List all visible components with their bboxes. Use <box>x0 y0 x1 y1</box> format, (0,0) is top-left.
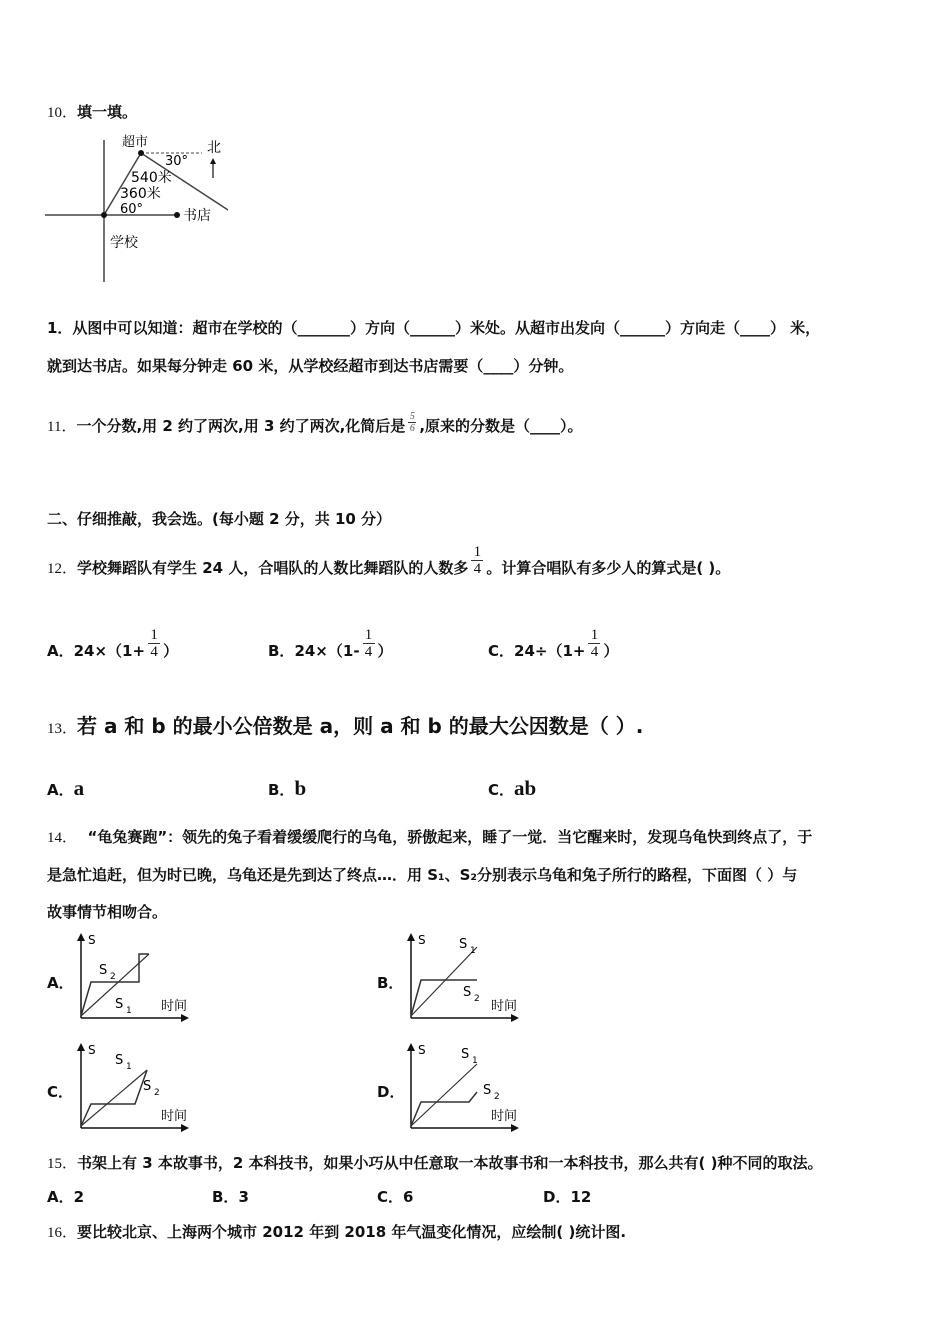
y-axis-arrow-icon <box>77 1043 85 1051</box>
question-14-line1 <box>47 827 812 848</box>
option-d[interactable] <box>543 1187 591 1207</box>
numerator: 1 <box>473 544 482 560</box>
fraction-5-6 <box>408 411 416 434</box>
label-angle-30: 30° <box>165 154 189 169</box>
s2-subscript: 2 <box>494 1092 500 1102</box>
option-label: A． <box>47 642 74 660</box>
x-axis-label: 时间 <box>161 999 188 1014</box>
section-title: 二、仔细推敲，我会选。(每小题 2 分，共 10 分） <box>47 510 392 528</box>
label-angle-60: 60° <box>120 202 144 217</box>
label-540m: 540米 <box>131 170 172 186</box>
option-c[interactable] <box>488 627 618 661</box>
question-14-line3: 故事情节相吻合。 <box>47 903 168 921</box>
s2-label: S <box>483 1083 492 1098</box>
s1-label: S <box>459 937 468 952</box>
denominator: 4 <box>471 560 483 577</box>
sub-question-1-line2: 就到达书店。如果每分钟走 60 米，从学校经超市到达书店需要（____）分钟。 <box>47 357 574 375</box>
y-axis-arrow-icon <box>77 933 85 941</box>
s2-subscript: 2 <box>110 972 116 982</box>
option-a[interactable] <box>47 1187 84 1207</box>
x-axis-label: 时间 <box>491 1109 518 1124</box>
y-axis-arrow-icon <box>407 1043 415 1051</box>
question-text: “龟兔赛跑”：领先的兔子看着缓缓爬行的乌龟，骄傲起来，睡了一觉．当它醒来时，发现乌龟快到终点了，于 <box>87 828 813 846</box>
denominator: 6 <box>409 423 415 434</box>
x-axis-arrow-icon <box>511 1124 519 1132</box>
y-axis-label: S <box>418 933 426 947</box>
question-number: 14． <box>47 830 78 846</box>
question-text: 学校舞蹈队有学生 24 人，合唱队的人数比舞蹈队的人数多 <box>77 559 469 577</box>
question-16 <box>47 1222 626 1243</box>
s2-subscript: 2 <box>474 994 480 1004</box>
label-bookstore: 书店 <box>183 208 211 224</box>
fraction-1-4 <box>588 627 600 660</box>
question-text: 若 a 和 b 的最小公倍数是 a，则 a 和 b 的最大公因数是（ ）. <box>77 714 644 738</box>
label-360m: 360米 <box>120 186 161 202</box>
y-axis-label: S <box>418 1043 426 1057</box>
option-c[interactable] <box>377 1187 413 1207</box>
option-label: C． <box>488 781 515 799</box>
question-number: 10． <box>47 105 78 121</box>
option-expression: 24×（1- <box>294 642 360 660</box>
option-label: B． <box>268 642 295 660</box>
option-value: 12 <box>570 1188 592 1206</box>
option-b[interactable] <box>212 1187 249 1207</box>
s1-subscript: 1 <box>470 946 476 956</box>
question-15 <box>47 1153 823 1174</box>
s1-label: S <box>115 1053 124 1068</box>
label-north: 北 <box>207 140 221 156</box>
question-text: 填一填。 <box>77 103 138 121</box>
option-c[interactable] <box>488 776 536 802</box>
option-value: a <box>73 776 85 800</box>
option-label: A． <box>47 1188 74 1206</box>
label-school: 学校 <box>110 235 138 251</box>
question-text: 书架上有 3 本故事书，2 本科技书，如果小巧从中任意取一本故事书和一本科技书，那么共有( )种不同的取法。 <box>77 1154 823 1172</box>
question-number: 11． <box>47 419 77 435</box>
option-a[interactable] <box>47 627 178 661</box>
question-14-line2: 是急忙追赶，但为时已晚，乌龟还是先到达了终点…．用 S₁、S₂分别表示乌龟和兔子所行的路程，下面图（ ）与 <box>47 866 798 884</box>
question-number: 12． <box>47 561 78 577</box>
option-label: B． <box>268 781 295 799</box>
option-label: D． <box>543 1188 571 1206</box>
s1-subscript: 1 <box>126 1006 132 1016</box>
line-s2 <box>411 1092 477 1126</box>
s1-label: S <box>461 1047 470 1062</box>
x-axis-label: 时间 <box>161 1109 188 1124</box>
question-text: 要比较北京、上海两个城市 2012 年到 2018 年气温变化情况，应绘制( )统计图. <box>77 1223 627 1241</box>
option-close: ） <box>163 642 179 660</box>
denominator: 4 <box>363 643 375 660</box>
denominator: 4 <box>588 643 600 660</box>
s2-label: S <box>99 963 108 978</box>
question-text-end: 。计算合唱队有多少人的算式是( )。 <box>486 559 731 577</box>
option-b[interactable]: B． <box>377 974 404 992</box>
graph-option-b <box>405 932 530 1028</box>
numerator: 1 <box>150 627 158 643</box>
option-c[interactable]: C． <box>47 1083 74 1101</box>
fraction-1-4 <box>148 627 160 660</box>
option-expression: 24×（1+ <box>73 642 146 660</box>
s2-label: S <box>463 985 472 1000</box>
option-value: b <box>294 776 307 800</box>
question-text: 一个分数,用 2 约了两次,用 3 约了两次,化简后是 <box>76 417 406 435</box>
question-number: 16． <box>47 1225 78 1241</box>
sub-question-1-line1: 1．从图中可以知道：超市在学校的（_______）方向（______）米处。从超市出发向（______）方向走（____） 米， <box>47 319 821 337</box>
s1-subscript: 1 <box>126 1062 132 1072</box>
denominator: 4 <box>148 643 160 660</box>
question-13 <box>47 712 643 743</box>
option-label: C． <box>377 1188 404 1206</box>
x-axis-arrow-icon <box>181 1124 189 1132</box>
line-s1 <box>411 1064 477 1126</box>
option-label: C． <box>488 642 515 660</box>
fraction-1-4 <box>363 627 375 660</box>
s2-subscript: 2 <box>154 1088 160 1098</box>
option-expression: 24÷（1+ <box>514 642 586 660</box>
numerator: 5 <box>409 411 415 422</box>
x-axis-arrow-icon <box>511 1014 519 1022</box>
question-number: 13． <box>47 721 78 737</box>
s1-subscript: 1 <box>472 1056 478 1066</box>
option-label: A． <box>47 781 74 799</box>
question-number: 15． <box>47 1156 78 1172</box>
question-text-end: ,原来的分数是（____）。 <box>419 417 583 435</box>
y-axis-label: S <box>88 1043 96 1057</box>
option-close: ） <box>603 642 619 660</box>
question-12 <box>47 544 730 579</box>
direction-diagram <box>40 130 230 285</box>
question-10-title <box>47 102 137 123</box>
x-axis-arrow-icon <box>181 1014 189 1022</box>
question-11 <box>47 411 583 437</box>
graph-option-a <box>75 932 200 1028</box>
option-label: B． <box>212 1188 239 1206</box>
option-a[interactable]: A． <box>47 974 74 992</box>
option-b[interactable] <box>268 627 393 661</box>
option-d[interactable]: D． <box>377 1083 405 1101</box>
y-axis-label: S <box>88 933 96 947</box>
option-value: 6 <box>403 1188 414 1206</box>
y-axis-arrow-icon <box>407 933 415 941</box>
option-value: ab <box>514 776 537 800</box>
option-a[interactable] <box>47 776 84 802</box>
label-supermarket: 超市 <box>122 135 149 150</box>
s2-label: S <box>143 1079 152 1094</box>
x-axis-label: 时间 <box>491 999 518 1014</box>
s1-label: S <box>115 997 124 1012</box>
graph-option-c <box>75 1042 200 1138</box>
option-value: 3 <box>238 1188 249 1206</box>
numerator: 1 <box>590 627 599 643</box>
option-value: 2 <box>73 1188 85 1206</box>
fraction-1-4 <box>471 544 483 577</box>
option-close: ） <box>377 642 393 660</box>
graph-option-d <box>405 1042 530 1138</box>
numerator: 1 <box>364 627 373 643</box>
option-b[interactable] <box>268 776 306 802</box>
